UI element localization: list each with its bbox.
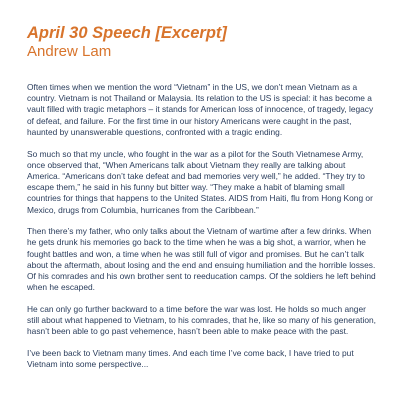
paragraph: I’ve been back to Vietnam many times. And each time I’ve come back, I have tried to put Vietnam into some perspective... [27,348,354,370]
paragraph: So much so that my uncle, who fought in the war as a pilot for the South Vietnamese Army, once observed that, “When Americans talk about Vietnam they really are talking about America. “Americans don’t take defeat and bad memories very well,” he added. “They try to escape them,” he said in his funny but bitter way. “They make a habit of blaming small countries for things that happens to the United States. AIDS from Haiti, flu from Hong Kong or Mexico, drugs from Columbia, hurricanes from the Caribbean.” [27,148,373,215]
paragraph: He can only go further backward to a time before the war was lost. He holds so much anger still about what happened to Vietnam, to his comrades, that he, like so many of his generation, hasn’t been able to go past vehemence, hasn’t been able to make peace with the past. [27,303,377,337]
paragraph: Often times when we mention the word “Vietnam” in the US, we don’t mean Vietnam as a country. Vietnam is not Thailand or Malaysia. Its relation to the US is special: it has become a vault filled with tragic metaphors – it stands for American loss of innocence, of tragedy, legacy of defeat, and failure. For the first time in our history Americans were caught in the past, haunted by unanswerable questions, confronted with a tragic ending. [27,82,374,137]
speech-title: April 30 Speech [Excerpt] [27,24,227,42]
speech-body [27,82,377,370]
paragraph: Then there’s my father, who only talks about the Vietnam of wartime after a few drinks. When he gets drunk his memories go back to the time when he was a big shot, a warrior, when he fought battles and won, a time when he was still full of vigor and promises. But he can’t talk about the aftermath, about losing and the end and ensuing humiliation and the horrible losses. Of his comrades and his own brother sent to reeducation camps. Of the soldiers he left behind when he escaped. [27,226,376,293]
author-name: Andrew Lam [27,43,112,60]
